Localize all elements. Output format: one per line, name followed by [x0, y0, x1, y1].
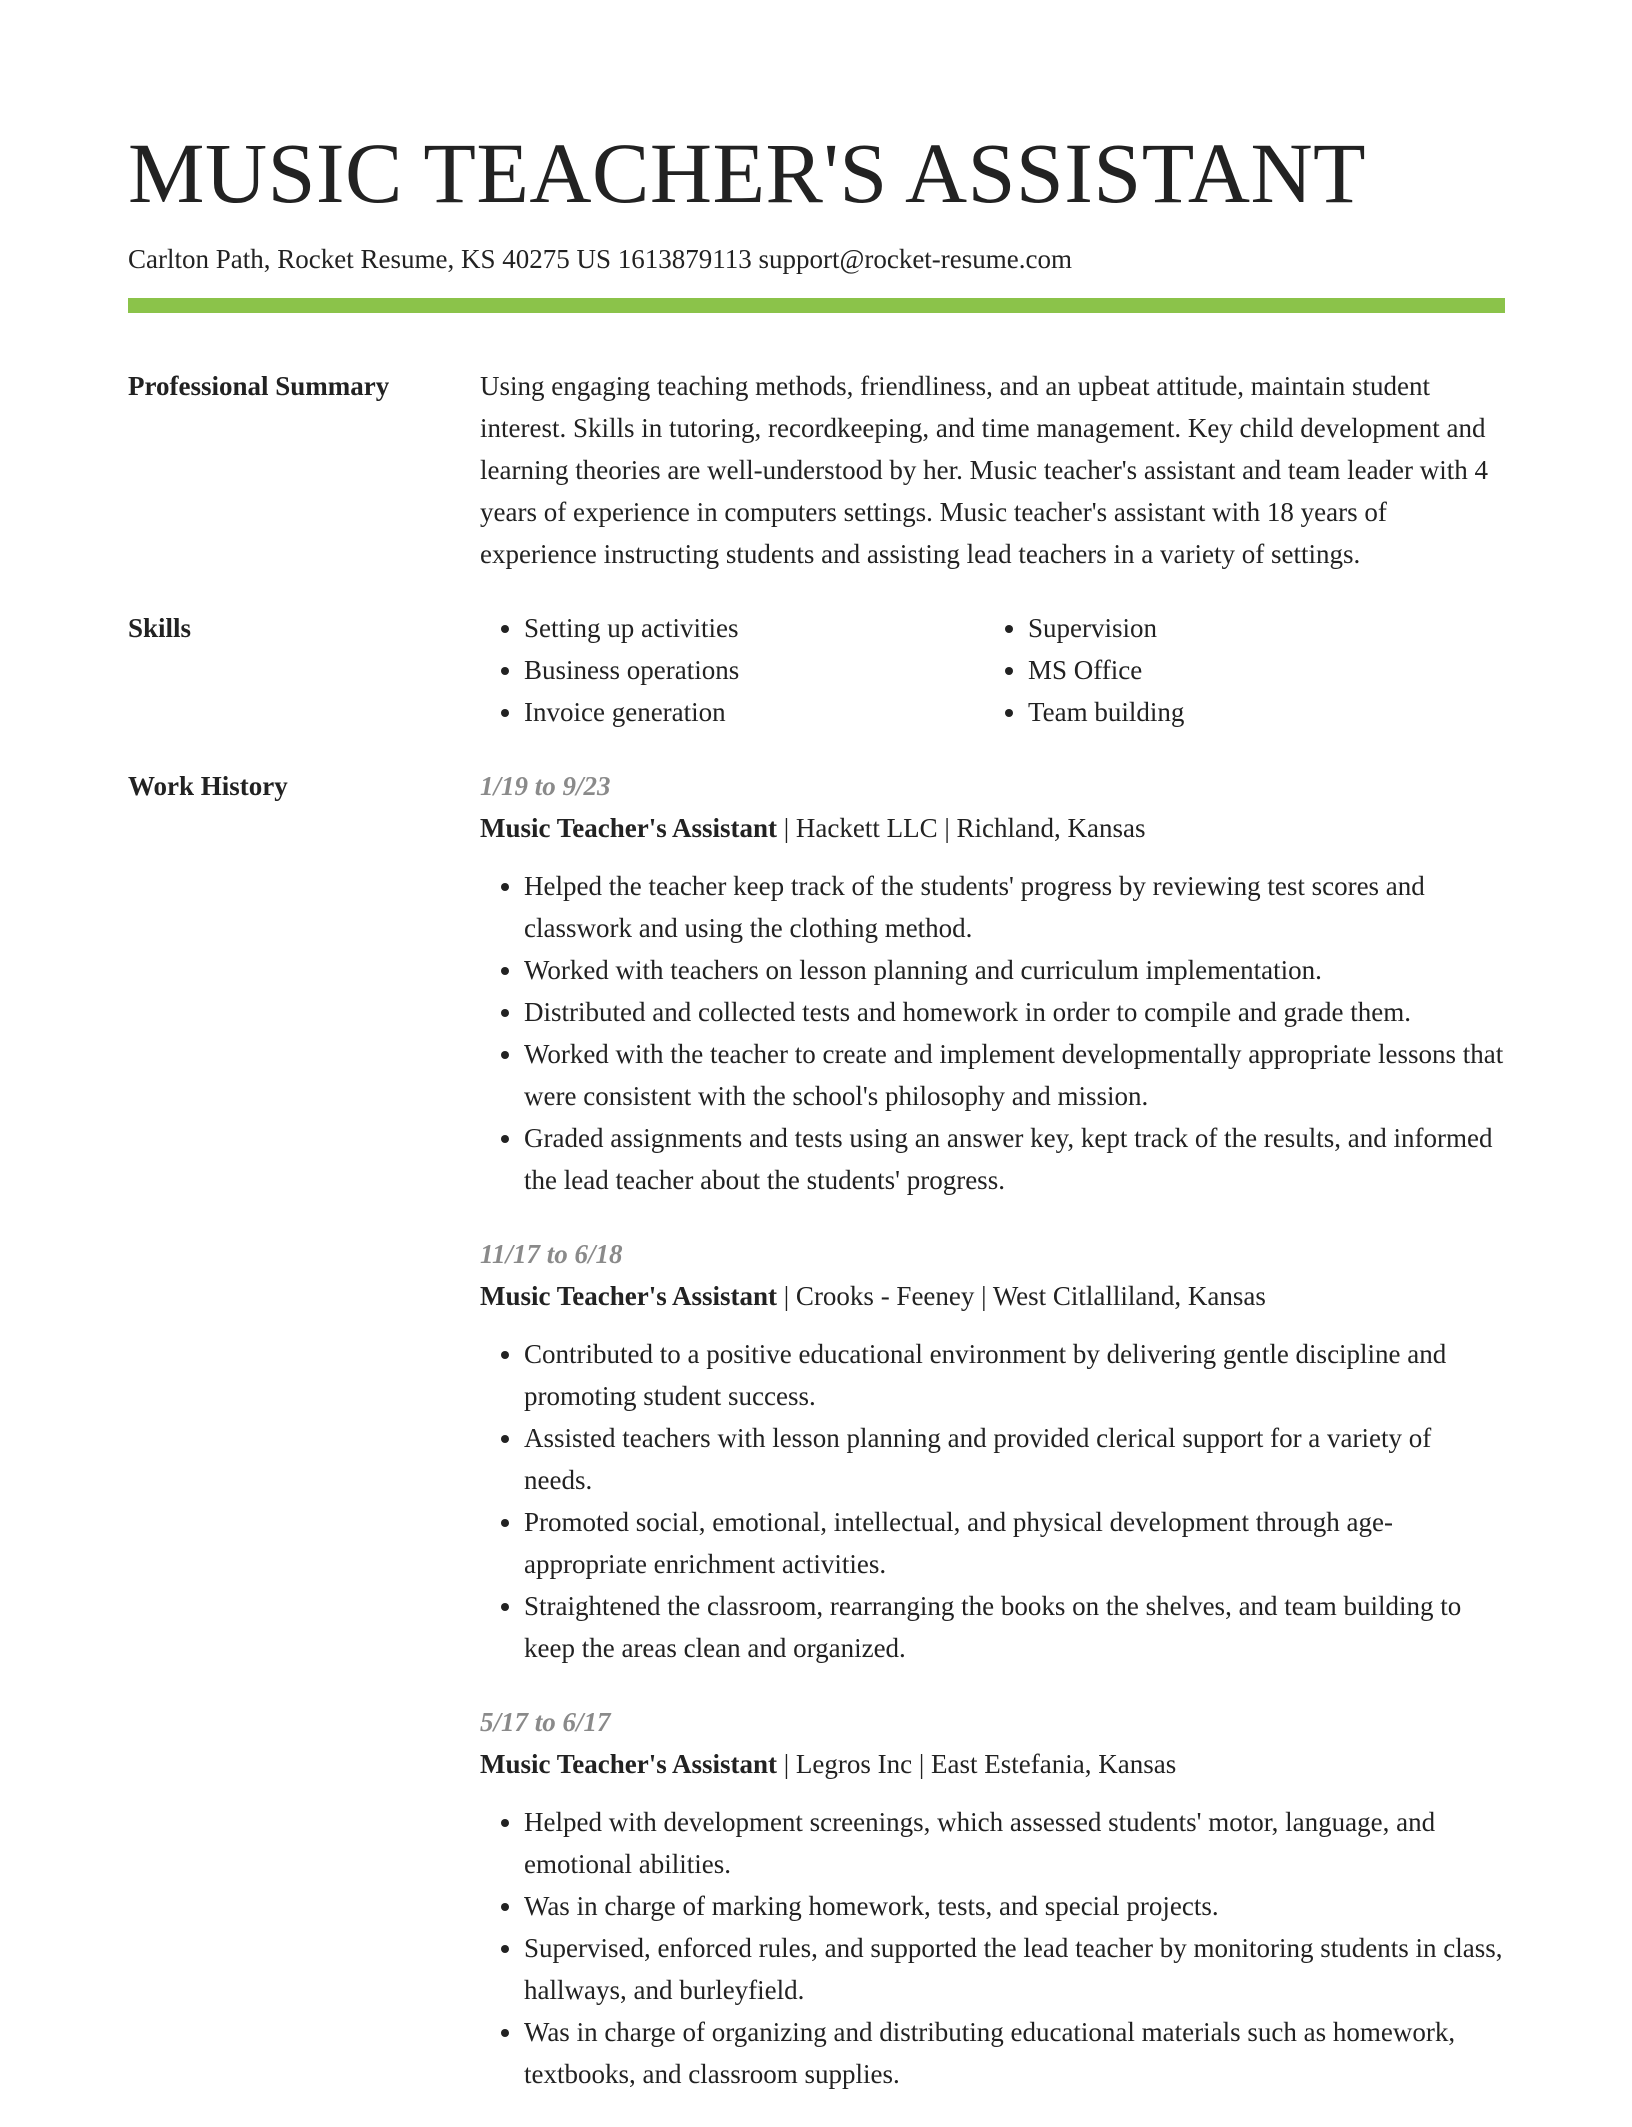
job-bullet: • Helped the teacher keep track of the students' progress by reviewing test scores and classwork and using the clothing method.: [524, 865, 1505, 949]
skill-item: • Business operations: [524, 649, 984, 691]
job-bullet: • Promoted social, emotional, intellectual, and physical development through age-appropriate enrichment activities.: [524, 1501, 1505, 1585]
job-bullets: [480, 865, 1505, 1201]
job-entry: [480, 1701, 1505, 2095]
summary-section: [128, 365, 1505, 575]
job-bullet: • Was in charge of marking homework, tests, and special projects.: [524, 1885, 1505, 1927]
section-label-summary: Professional Summary: [128, 371, 390, 401]
job-heading: [480, 1275, 1505, 1317]
skill-item: • Invoice generation: [524, 691, 984, 733]
job-title: Music Teacher's Assistant: [480, 1281, 778, 1311]
job-bullet: • Straightened the classroom, rearranging the books on the shelves, and team building to keep the areas clean and organized.: [524, 1585, 1505, 1669]
work-history-section: [128, 765, 1505, 2127]
job-entry: [480, 765, 1505, 1201]
contact-line: Carlton Path, Rocket Resume, KS 40275 US 1613879113 support@rocket-resume.com: [128, 244, 1072, 274]
job-heading: [480, 807, 1505, 849]
job-title: Music Teacher's Assistant: [480, 1749, 778, 1779]
job-bullet: • Was in charge of organizing and distributing educational materials such as homework, textbooks, and classroom supplies.: [524, 2011, 1505, 2095]
accent-divider: [128, 298, 1505, 313]
job-bullets: [480, 1333, 1505, 1669]
job-details: | Hackett LLC | Richland, Kansas: [777, 813, 1146, 843]
job-bullets: [480, 1801, 1505, 2095]
skill-item: • Setting up activities: [524, 607, 984, 649]
job-title: Music Teacher's Assistant: [480, 813, 778, 843]
resume-page: [128, 118, 1505, 2127]
job-bullet: • Graded assignments and tests using an answer key, kept track of the results, and informed the lead teacher about the students' progress.: [524, 1117, 1505, 1201]
resume-name: MUSIC TEACHER'S ASSISTANT: [128, 125, 1367, 221]
job-bullet: • Helped with development screenings, which assessed students' motor, language, and emotional abilities.: [524, 1801, 1505, 1885]
job-dates: 1/19 to 9/23: [480, 771, 611, 801]
job-bullet: • Contributed to a positive educational environment by delivering gentle discipline and promoting student success.: [524, 1333, 1505, 1417]
skills-column-left: [480, 607, 984, 733]
job-details: | Crooks - Feeney | West Citlalliland, Kansas: [777, 1281, 1266, 1311]
skills-column-right: [984, 607, 1488, 733]
job-bullet: • Worked with the teacher to create and implement developmentally appropriate lessons that were consistent with the school's philosophy and mission.: [524, 1033, 1505, 1117]
job-bullet: • Distributed and collected tests and homework in order to compile and grade them.: [524, 991, 1505, 1033]
section-label-skills: Skills: [128, 613, 192, 643]
job-dates: 11/17 to 6/18: [480, 1239, 623, 1269]
job-details: | Legros Inc | East Estefania, Kansas: [777, 1749, 1177, 1779]
skills-section: [128, 607, 1505, 733]
section-label-work-history: Work History: [128, 771, 288, 801]
job-heading: [480, 1743, 1505, 1785]
skill-item: • Team building: [1028, 691, 1488, 733]
skills-grid: [480, 607, 1505, 733]
job-bullet: • Supervised, enforced rules, and supported the lead teacher by monitoring students in class, hallways, and burleyfield.: [524, 1927, 1505, 2011]
job-dates: 5/17 to 6/17: [480, 1707, 611, 1737]
skill-item: • Supervision: [1028, 607, 1488, 649]
job-bullet: • Worked with teachers on lesson planning and curriculum implementation.: [524, 949, 1505, 991]
skill-item: • MS Office: [1028, 649, 1488, 691]
summary-text: Using engaging teaching methods, friendliness, and an upbeat attitude, maintain student interest. Skills in tutoring, recordkeeping, and time management. Key child development and learning theories are well-understood by her. Music teacher's assistant and team leader with 4 years of experience in computers settings. Music teacher's assistant with 18 years of experience instructing students and assisting lead teachers in a variety of settings.: [480, 371, 1489, 569]
job-bullet: • Assisted teachers with lesson planning and provided clerical support for a variety of needs.: [524, 1417, 1505, 1501]
job-entry: [480, 1233, 1505, 1669]
